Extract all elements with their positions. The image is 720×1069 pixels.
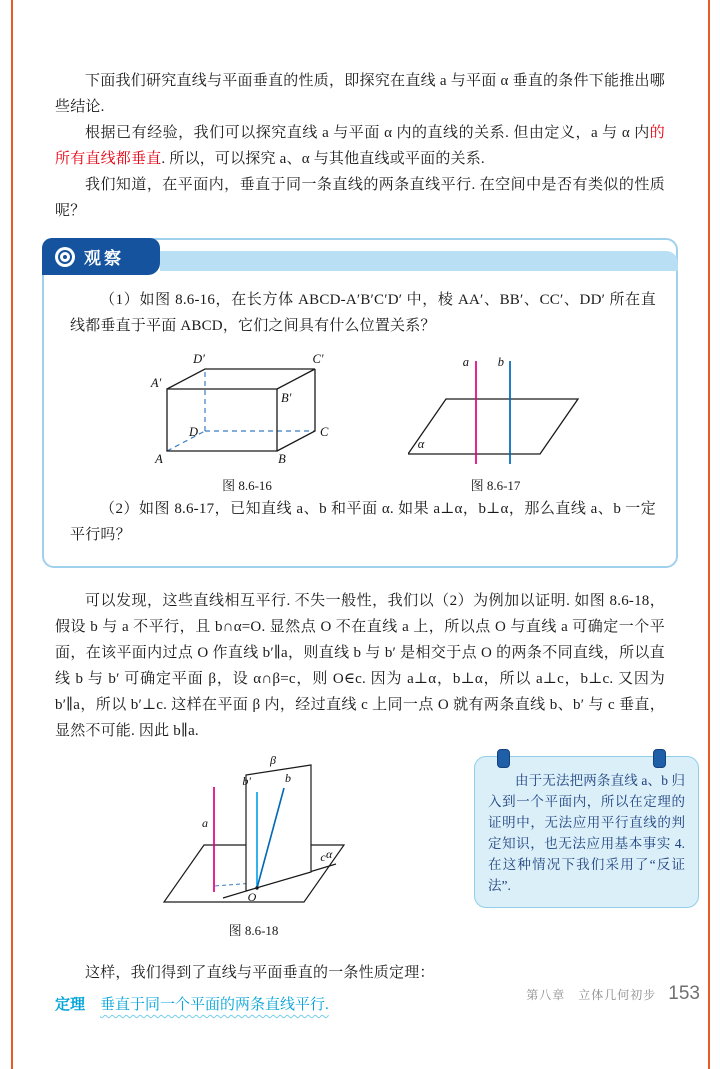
intro-paragraph-3: 我们知道，在平面内，垂直于同一条直线的两条直线平行. 在空间中是否有类似的性质呢？ (55, 177, 665, 219)
fig16-label-d: D (188, 425, 198, 439)
plane-beta-outline (246, 765, 311, 891)
fig17-caption: 图 8.6-17 (470, 478, 521, 493)
fig18-caption: 图 8.6-18 (228, 923, 279, 938)
footer-chapter-title: 第八章 立体几何初步 (526, 988, 657, 1002)
margin-note-box (474, 756, 699, 908)
observe-eye-icon (55, 247, 75, 267)
fig18-label-c: c (320, 850, 326, 864)
intro-paragraph-2 (55, 120, 665, 172)
proof-figure (161, 754, 346, 914)
fig16-label-b-prime: B′ (281, 391, 292, 405)
clip-icon (497, 749, 510, 768)
fig16-label-c-prime: C′ (312, 352, 324, 366)
figures-row (70, 339, 656, 496)
conclusion-paragraph: 这样，我们得到了直线与平面垂直的一条性质定理： (85, 965, 435, 981)
fig18-label-O: O (247, 890, 257, 904)
cuboid-figure (142, 351, 352, 469)
observe-title: 观察 (84, 249, 124, 268)
fig18-label-alpha: α (326, 847, 333, 861)
fig17-labels (418, 355, 504, 451)
observe-tab (42, 238, 160, 275)
fig18-label-a: a (202, 816, 208, 830)
observe-header (42, 238, 678, 275)
proof-paragraph: 可以发现，这些直线相互平行. 不失一般性，我们以（2）为例加以证明. 如图 8.6-18，假设 b 与 a 不平行，且 b∩α=O. 显然点 O 不在直线 a 上，所以点 O 与直线 a 可确定一个平面，在该平面内过点 O 作直线 b′∥a，则直线 b 与 b′ 是相交于点 O 的两条不同直线，所以直线 b 与 b′ 可确定平面 β，设 α∩β=c，则 O∈c. 因为 a⊥α，b⊥α，所以 a⊥c，b⊥c. 又因为 b′∥a，所以 b′⊥c. 这样在平面 β 内，经过直线 c 上同一点 O 就有两条直线 b、b′ 与 c 垂直，显然不可能. 因此 b∥a. (55, 593, 665, 739)
figure-and-note-row (55, 754, 685, 946)
footer-page-number: 153 (668, 983, 700, 1004)
fig16-caption: 图 8.6-16 (222, 478, 272, 493)
fig18-label-beta: β (270, 754, 276, 767)
fig16-label-d-prime: D′ (193, 352, 205, 366)
fig16-label-c: C (320, 425, 329, 439)
fig16-label-a-prime: A′ (150, 376, 162, 390)
intro-paragraph-2-tail: . 所以，可以探究 a、α 与其他直线或平面的关系. (161, 151, 485, 167)
intro-paragraph-2-text: 根据已有经验，我们可以探究直线 a 与平面 α 内的直线的关系. 但由定义，a 与 α 内 (85, 125, 650, 141)
fig17-label-a: a (462, 355, 469, 369)
right-margin-mark (708, 0, 710, 1069)
intro-paragraph-1: 下面我们研究直线与平面垂直的性质，即探究在直线 a 与平面 α 垂直的条件下能推出哪些结论. (55, 73, 665, 115)
fig16-label-a: A (155, 452, 163, 466)
theorem-label: 定理 (55, 997, 86, 1013)
theorem-statement: 垂直于同一个平面的两条直线平行. (100, 997, 329, 1013)
figure-8-6-18 (161, 754, 346, 939)
figure-8-6-17 (408, 354, 583, 494)
fig16-label-b: B (278, 452, 286, 466)
emphasized-red-text: 的所有直线都垂直 (55, 125, 665, 167)
observe-header-band (160, 251, 678, 271)
observe-body (44, 275, 676, 566)
plane-alpha-outline (408, 399, 578, 454)
fig17-label-alpha: α (417, 437, 425, 451)
left-margin-mark (11, 0, 13, 1069)
fig18-label-b: b (285, 771, 291, 785)
clip-icon (653, 749, 666, 768)
observe-section (42, 238, 678, 568)
page-footer (526, 983, 700, 1005)
fig17-label-b: b (497, 355, 504, 369)
figure-8-6-16 (142, 351, 352, 494)
fig18-label-b-prime: b′ (242, 774, 251, 788)
observe-item-2: （2）如图 8.6-17，已知直线 a、b 和平面 α. 如果 a⊥α，b⊥α，那么直线 a、b 一定平行吗？ (70, 501, 656, 543)
plane-two-lines-figure (408, 354, 583, 469)
margin-note-text: 由于无法把两条直线 a、b 归入到一个平面内，所以在定理的证明中，无法应用平行直线的判定知识，也无法应用基本事实 4. 在这种情况下我们采用了“反证法”. (488, 773, 685, 893)
observe-item-1: （1）如图 8.6-16，在长方体 ABCD-A′B′C′D′ 中，棱 AA′、BB′、CC′、DD′ 所在直线都垂直于平面 ABCD，它们之间具有什么位置关系？ (70, 292, 656, 334)
